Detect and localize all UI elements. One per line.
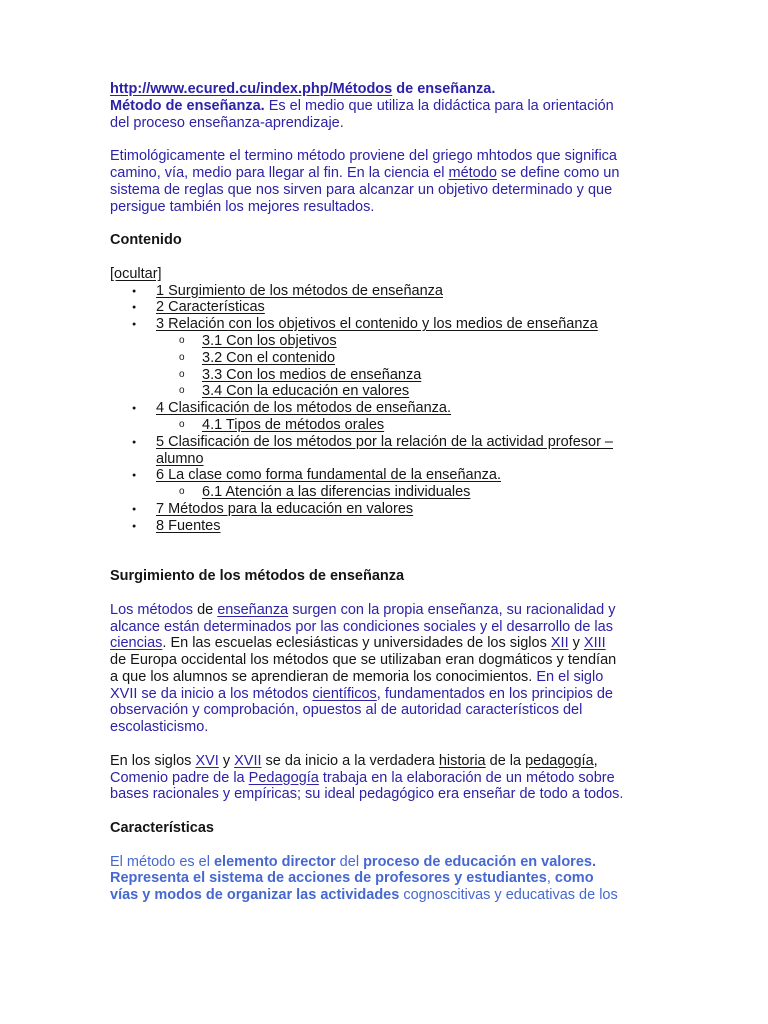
- hyperlink[interactable]: Pedagogía: [248, 769, 319, 786]
- hyperlink[interactable]: científicos: [312, 685, 377, 702]
- text-line: [110, 98, 670, 115]
- toc-link[interactable]: 1 Surgimiento de los métodos de enseñanza: [156, 282, 443, 299]
- text-line: [110, 602, 670, 619]
- text-line: [110, 635, 670, 652]
- toc-item[interactable]: [110, 434, 670, 468]
- text-segment: . En las escuelas eclesiásticas y universidades de los siglos: [162, 635, 551, 652]
- sub-bullet-icon: o: [179, 351, 185, 363]
- text-segment: Contenido: [110, 232, 182, 249]
- bullet-icon: ●: [132, 505, 137, 513]
- toc-link[interactable]: alumno: [156, 450, 204, 467]
- toc-link[interactable]: 3.2 Con el contenido: [202, 349, 336, 366]
- contents-heading: [110, 232, 670, 249]
- toc-link[interactable]: 8 Fuentes: [156, 517, 221, 534]
- toc-link[interactable]: 2 Características: [156, 299, 265, 316]
- text-segment: Método de enseñanza.: [110, 97, 265, 114]
- bullet-icon: ●: [132, 287, 137, 295]
- text-segment: escolasticismo.: [110, 719, 209, 736]
- sub-bullet-icon: o: [179, 418, 185, 430]
- hide-toggle[interactable]: [110, 266, 670, 283]
- text-line: [110, 165, 670, 182]
- bullet-icon: ●: [132, 438, 137, 446]
- hyperlink[interactable]: XIII: [583, 635, 606, 652]
- text-segment: surgen con la propia enseñanza, su racionalidad y: [288, 601, 616, 618]
- features-heading: [110, 820, 670, 837]
- text-segment: persigue también los mejores resultados.: [110, 198, 375, 215]
- text-line: [110, 652, 670, 669]
- text-line: [110, 232, 670, 249]
- origin-heading: [110, 568, 670, 585]
- toc-link[interactable]: 4 Clasificación de los métodos de enseñanza.: [156, 400, 452, 417]
- hyperlink[interactable]: XVI: [195, 752, 219, 769]
- toc-link[interactable]: 3 Relación con los objetivos el contenido y los medios de enseñanza: [156, 316, 598, 333]
- text-segment: de: [197, 601, 218, 618]
- toc-item[interactable]: [110, 417, 670, 434]
- text-segment: El método es el: [110, 853, 214, 870]
- text-line: [110, 266, 670, 283]
- text-segment: se da inicio a la verdadera: [261, 752, 439, 769]
- etymology-paragraph: [110, 148, 670, 215]
- toc-link[interactable]: 7 Métodos para la educación en valores: [156, 500, 414, 517]
- sub-bullet-icon: o: [179, 385, 185, 397]
- hyperlink[interactable]: XVII: [234, 752, 262, 769]
- text-segment: vías y modos de organizar las actividades: [110, 887, 400, 904]
- text-segment: se define como un: [496, 164, 620, 181]
- text-line: [110, 887, 670, 904]
- text-segment: elemento director: [213, 853, 336, 870]
- text-line: [110, 870, 670, 887]
- text-segment: Surgimiento de los métodos de enseñanza: [110, 568, 405, 585]
- text-segment: y: [568, 635, 584, 652]
- text-segment: XVII se da inicio a los métodos: [110, 685, 313, 702]
- toc-link[interactable]: 3.4 Con la educación en valores: [202, 383, 410, 400]
- text-segment: cognoscitivas y educativas de los: [399, 887, 618, 904]
- text-line: [110, 669, 670, 686]
- text-line: [110, 148, 670, 165]
- hyperlink[interactable]: historia: [438, 752, 486, 769]
- text-line: [110, 702, 670, 719]
- toc-link[interactable]: 6 La clase como forma fundamental de la enseñanza.: [156, 467, 501, 484]
- text-segment: alcance están determinados por las condiciones sociales y el desarrollo de las: [110, 618, 613, 635]
- document-page: [110, 81, 670, 904]
- toc-item[interactable]: [110, 316, 670, 333]
- text-segment: bases racionales y empíricas; su ideal pedagógico era enseñar de todo a todos.: [110, 786, 624, 803]
- text-segment: Características: [110, 820, 214, 837]
- text-line: [110, 182, 670, 199]
- text-segment: del: [335, 853, 364, 870]
- origin-paragraph-1: [110, 602, 670, 736]
- intro-paragraph: [110, 81, 670, 131]
- bullet-icon: ●: [132, 472, 137, 480]
- hyperlink[interactable]: método: [448, 164, 497, 181]
- text-segment: sistema de reglas que nos sirven para alcanzar un objetivo determinado y que: [110, 181, 613, 198]
- toc-link[interactable]: 6.1 Atención a las diferencias individuales: [202, 484, 471, 501]
- text-segment: Representa el sistema de acciones de profesores y estudiantes: [110, 870, 547, 887]
- text-segment: proceso de educación en valores.: [363, 853, 596, 870]
- text-segment: , fundamentados en los principios de: [376, 685, 613, 702]
- sub-bullet-icon: o: [179, 368, 185, 380]
- text-segment: como: [554, 870, 594, 887]
- text-line: [110, 854, 670, 871]
- text-segment: y: [218, 752, 235, 769]
- toc-link[interactable]: 5 Clasificación de los métodos por la relación de la actividad profesor –: [156, 433, 613, 450]
- table-of-contents: [110, 283, 670, 535]
- toc-item[interactable]: [110, 467, 670, 484]
- text-segment: ,: [593, 752, 598, 769]
- text-line: [110, 719, 670, 736]
- text-segment: En el siglo: [536, 668, 604, 685]
- bullet-icon: ●: [132, 405, 137, 413]
- sub-bullet-icon: o: [179, 334, 185, 346]
- text-line: [110, 686, 670, 703]
- toc-link[interactable]: 4.1 Tipos de métodos orales: [202, 416, 385, 433]
- text-line: [110, 115, 670, 132]
- text-line: [110, 786, 670, 803]
- toc-link[interactable]: 3.3 Con los medios de enseñanza: [202, 366, 422, 383]
- text-segment: de enseñanza.: [392, 81, 496, 97]
- features-paragraph: [110, 854, 670, 904]
- text-segment: a que los alumnos se aprendieran de memoria los conocimientos.: [110, 668, 537, 685]
- bullet-icon: ●: [132, 304, 137, 312]
- text-segment: Es el medio que utiliza la didáctica para la orientación: [264, 97, 614, 114]
- toc-item[interactable]: [110, 400, 670, 417]
- text-line: [110, 199, 670, 216]
- text-segment: del proceso enseñanza-aprendizaje.: [110, 114, 344, 131]
- toc-item[interactable]: [110, 333, 670, 350]
- hyperlink[interactable]: enseñanza: [217, 601, 289, 618]
- toc-item[interactable]: [110, 383, 670, 400]
- hyperlink[interactable]: XII: [550, 635, 569, 652]
- toc-item[interactable]: [110, 501, 670, 518]
- text-line: [110, 81, 670, 98]
- text-segment: Comenio padre de la: [110, 769, 249, 786]
- toc-item[interactable]: [110, 367, 670, 384]
- text-segment: de Europa occidental los métodos que se utilizaban eran dogmáticos y tendían: [110, 652, 617, 669]
- bullet-icon: ●: [132, 321, 137, 329]
- hyperlink[interactable]: pedagogía: [525, 752, 594, 769]
- sub-bullet-icon: o: [179, 486, 185, 498]
- text-segment: trabaja en la elaboración de un método sobre: [318, 769, 615, 786]
- text-segment: Etimológicamente el termino método proviene del griego mhtodos que significa: [110, 148, 617, 165]
- text-segment: ,: [546, 870, 555, 887]
- toc-item[interactable]: [110, 518, 670, 535]
- toc-item[interactable]: [110, 350, 670, 367]
- text-line: [110, 753, 670, 770]
- text-segment: observación y comprobación, opuestos al de autoridad característicos del: [110, 702, 583, 719]
- toc-link[interactable]: 3.1 Con los objetivos: [202, 332, 337, 349]
- text-line: [110, 619, 670, 636]
- hyperlink[interactable]: [ocultar]: [110, 265, 162, 282]
- text-line: [110, 568, 670, 585]
- text-line: [110, 770, 670, 787]
- hyperlink[interactable]: ciencias: [110, 635, 163, 652]
- toc-item[interactable]: [110, 484, 670, 501]
- text-segment: Los métodos: [110, 601, 198, 618]
- hyperlink[interactable]: http://www.ecured.cu/index.php/Métodos: [110, 81, 393, 97]
- toc-item[interactable]: [110, 283, 670, 300]
- bullet-icon: ●: [132, 522, 137, 530]
- text-segment: camino, vía, medio para llegar al fin. En la ciencia el: [110, 164, 449, 181]
- origin-paragraph-2: [110, 753, 670, 803]
- text-line: [110, 820, 670, 837]
- text-segment: En los siglos: [110, 752, 196, 769]
- text-segment: de la: [485, 752, 526, 769]
- toc-item[interactable]: [110, 299, 670, 316]
